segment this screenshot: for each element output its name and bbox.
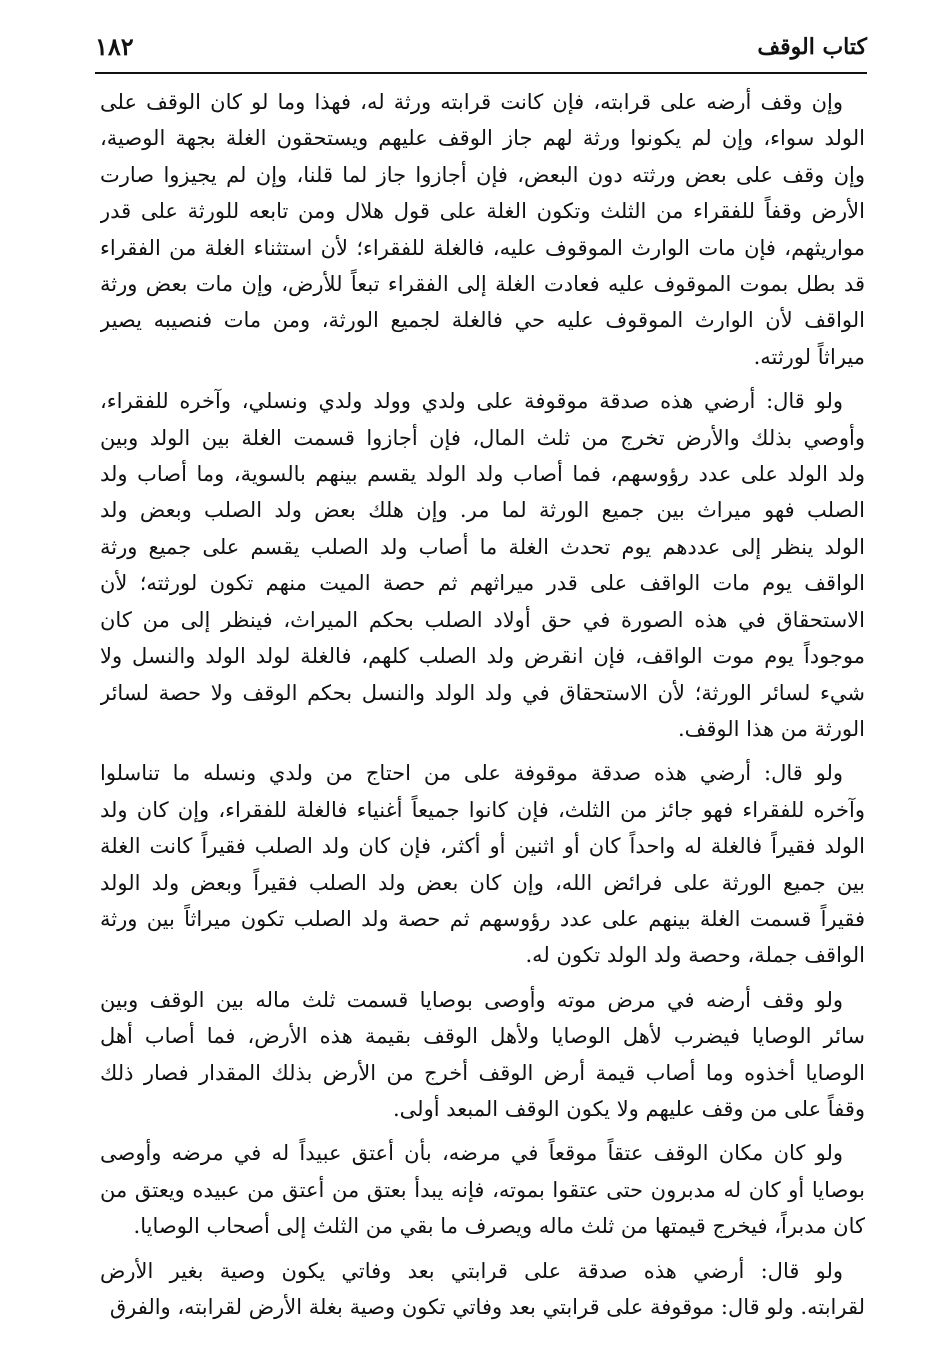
text-line: ولو قال: أرضي هذه صدقة على قرابتي بعد وفاتي يكون وصية بغير الأرض <box>100 1258 843 1283</box>
paragraph <box>100 1135 865 1244</box>
text-line: الولد سواء، وإن لم يكونوا ورثة لهم جاز الوقف عليهم ويستحقون الغلة بجهة الوصية، <box>100 126 865 151</box>
text-line: ولو وقف أرضه في مرض موته وأوصى بوصايا قسمت ثلث ماله بين الوقف وبين <box>100 987 843 1012</box>
text-line: بين جميع الورثة على فرائض الله، وإن كان بعض ولد الصلب فقيراً وبعض ولد الولد <box>100 870 865 895</box>
header-divider <box>95 72 867 74</box>
text-line: وآخره للفقراء فهو جائز من الثلث، فإن كانوا جميعاً أغنياء فالغلة للفقراء، وإن كان ولد <box>100 797 865 822</box>
paragraph <box>100 982 865 1128</box>
text-line: قد بطل بموت الموقوف عليه فعادت الغلة إلى الفقراء تبعاً للأرض، وإن مات بعض ورثة <box>100 272 865 297</box>
text-line: الورثة من هذا الوقف. <box>677 716 865 741</box>
paragraph <box>100 1253 865 1326</box>
text-line: موجوداً يوم موت الواقف، فإن انقرض ولد الصلب كلهم، فالغلة لولد الولد والنسل ولا <box>100 644 865 669</box>
text-line: بوصايا أو كان له مدبرون حتى عتقوا بموته، فإنه يبدأ بعتق من أعتق من عبيده ويعتق من <box>100 1177 865 1202</box>
text-line: وقفاً على من وقف عليهم ولا يكون الوقف المبعد أولى. <box>393 1096 865 1121</box>
text-line: الولد ينظر إلى عددهم يوم تحدث الغلة ما أصاب ولد الصلب يقسم على جميع ورثة <box>100 534 865 559</box>
text-line: وإن وقف أرضه على قرابته، فإن كانت قرابته ورثة له، فهذا وما لو كان الوقف على <box>100 90 843 114</box>
paragraph <box>100 755 865 973</box>
text-line: الوصايا أخذوه وما أصاب قيمة أرض الوقف أخرج من الأرض بذلك المقدار فصار ذلك <box>100 1060 865 1085</box>
text-line: الصلب فهو ميراث بين جميع الورثة لما مر. وإن هلك بعض ولد الصلب وبعض ولد <box>100 498 865 523</box>
page-number: ١٨٢ <box>95 32 134 61</box>
text-line: شيء لسائر الورثة؛ لأن الاستحقاق في ولد الولد والنسل بحكم الوقف ولا حصة لسائر <box>100 680 865 705</box>
text-line: لقرابته. ولو قال: موقوفة على قرابتي بعد وفاتي تكون وصية بغلة الأرض لقرابته، والفرق <box>109 1295 865 1319</box>
text-line: ولو كان مكان الوقف عتقاً موقعاً في مرضه، بأن أعتق عبيداً له في مرضه وأوصى <box>100 1141 843 1166</box>
text-line: وإن وقف على بعض ورثته دون البعض، فإن أجازوا جاز لما قلنا، وإن لم يجيزوا صارت <box>100 162 865 187</box>
text-line: الواقف لأن الوارث الموقوف عليه حي فالغلة لجميع الورثة، ومن مات فنصيبه يصير <box>100 308 865 333</box>
text-line: ميراثاً لورثته. <box>753 344 865 369</box>
text-line: فقيراً قسمت الغلة بينهم على عدد رؤوسهم ثم حصة ولد الصلب تكون ميراثاً بين ورثة <box>100 906 865 931</box>
text-line: الواقف جملة، وحصة ولد الولد تكون له. <box>525 943 865 968</box>
text-line: الاستحقاق في هذه الصورة في حق أولاد الصلب بحكم الميراث، فينظر إلى من كان <box>100 607 865 632</box>
text-line: وأوصي بذلك والأرض تخرج من ثلث المال، فإن أجازوا قسمت الغلة بين الولد وبين <box>100 425 865 450</box>
text-line: الأرض وقفاً للفقراء من الثلث وتكون الغلة على قول هلال ومن تابعه للورثة على قدر <box>100 199 865 224</box>
text-line: كان مدبراً، فيخرج قيمتها من ثلث ماله ويصرف ما بقي من الثلث إلى أصحاب الوصايا. <box>133 1214 865 1239</box>
text-line: ولد الولد على عدد رؤوسهم، فما أصاب ولد الولد يقسم بينهم بالسوية، وما أصاب ولد <box>100 462 865 487</box>
text-line: ولو قال: أرضي هذه صدقة موقوفة على ولدي وولد ولدي ونسلي، وآخره للفقراء، <box>100 389 843 414</box>
text-line: مواريثهم، فإن مات الوارث الموقوف عليه، فالغلة للفقراء؛ لأن استثناء الغلة من الفقراء <box>100 235 865 260</box>
body-text <box>100 84 865 1333</box>
text-line: الولد فقيراً فالغلة له واحداً كان أو اثنين أو أكثر، فإن كان ولد الصلب فقيراً كانت الغلة <box>100 834 865 859</box>
page-header <box>95 30 867 70</box>
text-line: الواقف يوم مات الواقف على قدر ميراثهم ثم حصة الميت منهم تكون لورثته؛ لأن <box>100 571 865 596</box>
text-line: ولو قال: أرضي هذه صدقة موقوفة على من احتاج من ولدي ونسله ما تناسلوا <box>100 761 843 786</box>
running-title: كتاب الوقف <box>757 34 867 60</box>
paragraph <box>100 84 865 375</box>
text-line: سائر الوصايا فيضرب لأهل الوصايا ولأهل الوقف بقيمة هذه الأرض، فما أصاب أهل <box>100 1024 865 1049</box>
paragraph <box>100 383 865 747</box>
